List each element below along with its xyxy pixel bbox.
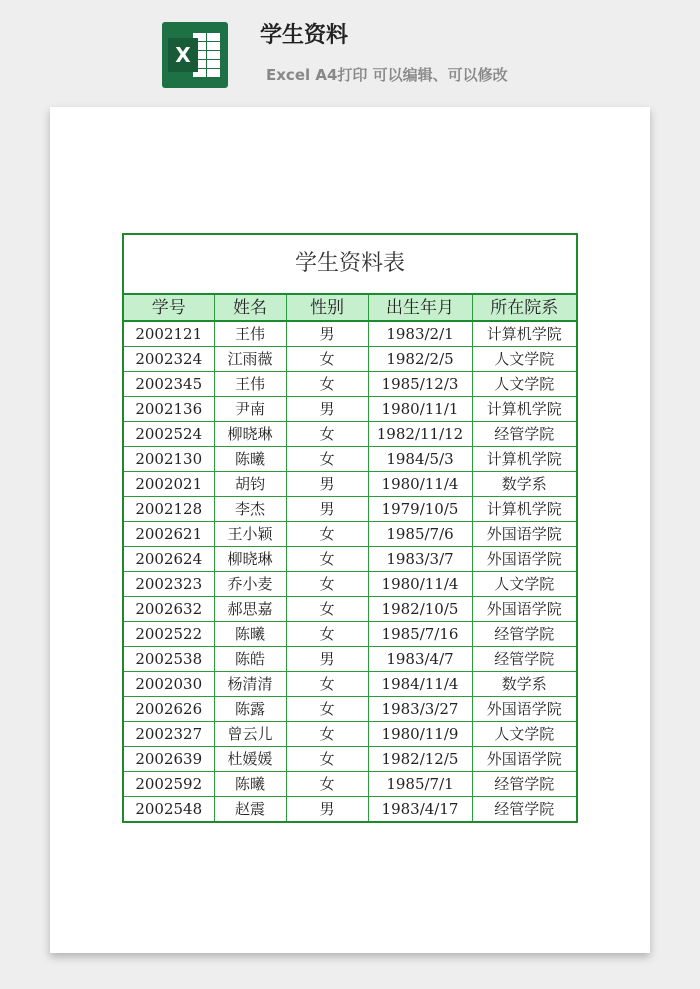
birthdate-cell: 1983/2/1 <box>368 321 472 347</box>
gender-cell: 女 <box>286 372 368 397</box>
student-id-cell: 2002522 <box>124 622 214 647</box>
department-cell: 数学系 <box>472 472 576 497</box>
birthdate-cell: 1985/12/3 <box>368 372 472 397</box>
gender-cell: 女 <box>286 747 368 772</box>
student-name-cell: 江雨薇 <box>214 347 286 372</box>
student-id-cell: 2002632 <box>124 597 214 622</box>
column-header-gender: 性别 <box>286 295 368 321</box>
student-id-cell: 2002324 <box>124 347 214 372</box>
student-name-cell: 王伟 <box>214 321 286 347</box>
excel-icon <box>162 22 228 88</box>
table-row <box>124 647 576 672</box>
gender-cell: 女 <box>286 722 368 747</box>
student-name-cell: 陈露 <box>214 697 286 722</box>
birthdate-cell: 1980/11/4 <box>368 472 472 497</box>
department-cell: 外国语学院 <box>472 547 576 572</box>
student-name-cell: 王小颖 <box>214 522 286 547</box>
column-header-department: 所在院系 <box>472 295 576 321</box>
department-cell: 外国语学院 <box>472 697 576 722</box>
birthdate-cell: 1983/3/27 <box>368 697 472 722</box>
gender-cell: 女 <box>286 672 368 697</box>
birthdate-cell: 1982/12/5 <box>368 747 472 772</box>
student-sheet <box>122 233 578 823</box>
page-header <box>0 0 700 100</box>
gender-cell: 女 <box>286 572 368 597</box>
table-row <box>124 622 576 647</box>
student-name-cell: 王伟 <box>214 372 286 397</box>
student-id-cell: 2002639 <box>124 747 214 772</box>
birthdate-cell: 1984/11/4 <box>368 672 472 697</box>
table-row <box>124 747 576 772</box>
student-name-cell: 陈曦 <box>214 772 286 797</box>
sheet-title: 学生资料表 <box>124 235 576 295</box>
table-header-row <box>124 295 576 321</box>
student-name-cell: 柳晓琳 <box>214 547 286 572</box>
document-title: 学生资料 <box>260 23 349 48</box>
student-id-cell: 2002624 <box>124 547 214 572</box>
gender-cell: 女 <box>286 422 368 447</box>
column-header-birthdate: 出生年月 <box>368 295 472 321</box>
birthdate-cell: 1980/11/4 <box>368 572 472 597</box>
student-name-cell: 杨清清 <box>214 672 286 697</box>
student-id-cell: 2002030 <box>124 672 214 697</box>
birthdate-cell: 1985/7/6 <box>368 522 472 547</box>
birthdate-cell: 1984/5/3 <box>368 447 472 472</box>
student-id-cell: 2002592 <box>124 772 214 797</box>
student-id-cell: 2002128 <box>124 497 214 522</box>
gender-cell: 男 <box>286 321 368 347</box>
table-row <box>124 722 576 747</box>
student-name-cell: 胡钧 <box>214 472 286 497</box>
table-row <box>124 797 576 822</box>
birthdate-cell: 1982/2/5 <box>368 347 472 372</box>
gender-cell: 女 <box>286 697 368 722</box>
department-cell: 人文学院 <box>472 347 576 372</box>
student-name-cell: 杜媛媛 <box>214 747 286 772</box>
gender-cell: 女 <box>286 347 368 372</box>
birthdate-cell: 1985/7/16 <box>368 622 472 647</box>
student-id-cell: 2002327 <box>124 722 214 747</box>
table-row <box>124 547 576 572</box>
table-row <box>124 321 576 347</box>
gender-cell: 男 <box>286 647 368 672</box>
student-table <box>124 295 576 821</box>
gender-cell: 女 <box>286 547 368 572</box>
student-id-cell: 2002524 <box>124 422 214 447</box>
student-name-cell: 陈皓 <box>214 647 286 672</box>
birthdate-cell: 1980/11/1 <box>368 397 472 422</box>
gender-cell: 男 <box>286 472 368 497</box>
table-row <box>124 372 576 397</box>
student-id-cell: 2002121 <box>124 321 214 347</box>
student-id-cell: 2002548 <box>124 797 214 822</box>
table-row <box>124 447 576 472</box>
birthdate-cell: 1980/11/9 <box>368 722 472 747</box>
column-header-name: 姓名 <box>214 295 286 321</box>
department-cell: 人文学院 <box>472 722 576 747</box>
birthdate-cell: 1983/4/17 <box>368 797 472 822</box>
excel-badge: X <box>168 38 198 72</box>
student-name-cell: 曾云儿 <box>214 722 286 747</box>
gender-cell: 女 <box>286 597 368 622</box>
department-cell: 经管学院 <box>472 797 576 822</box>
table-body <box>124 321 576 821</box>
table-row <box>124 472 576 497</box>
student-id-cell: 2002021 <box>124 472 214 497</box>
student-name-cell: 陈曦 <box>214 447 286 472</box>
department-cell: 经管学院 <box>472 622 576 647</box>
table-row <box>124 522 576 547</box>
birthdate-cell: 1982/10/5 <box>368 597 472 622</box>
table-row <box>124 497 576 522</box>
student-name-cell: 尹南 <box>214 397 286 422</box>
birthdate-cell: 1982/11/12 <box>368 422 472 447</box>
birthdate-cell: 1979/10/5 <box>368 497 472 522</box>
department-cell: 计算机学院 <box>472 497 576 522</box>
gender-cell: 男 <box>286 497 368 522</box>
student-id-cell: 2002130 <box>124 447 214 472</box>
department-cell: 人文学院 <box>472 572 576 597</box>
column-header-id: 学号 <box>124 295 214 321</box>
student-id-cell: 2002323 <box>124 572 214 597</box>
student-name-cell: 李杰 <box>214 497 286 522</box>
department-cell: 外国语学院 <box>472 597 576 622</box>
gender-cell: 女 <box>286 772 368 797</box>
table-row <box>124 697 576 722</box>
table-row <box>124 597 576 622</box>
student-name-cell: 赵震 <box>214 797 286 822</box>
gender-cell: 女 <box>286 622 368 647</box>
student-id-cell: 2002345 <box>124 372 214 397</box>
department-cell: 外国语学院 <box>472 522 576 547</box>
birthdate-cell: 1985/7/1 <box>368 772 472 797</box>
department-cell: 数学系 <box>472 672 576 697</box>
table-row <box>124 772 576 797</box>
gender-cell: 女 <box>286 447 368 472</box>
gender-cell: 女 <box>286 522 368 547</box>
birthdate-cell: 1983/4/7 <box>368 647 472 672</box>
department-cell: 人文学院 <box>472 372 576 397</box>
department-cell: 经管学院 <box>472 422 576 447</box>
gender-cell: 男 <box>286 797 368 822</box>
student-name-cell: 乔小麦 <box>214 572 286 597</box>
gender-cell: 男 <box>286 397 368 422</box>
department-cell: 计算机学院 <box>472 397 576 422</box>
student-id-cell: 2002538 <box>124 647 214 672</box>
student-id-cell: 2002621 <box>124 522 214 547</box>
student-id-cell: 2002626 <box>124 697 214 722</box>
department-cell: 经管学院 <box>472 647 576 672</box>
department-cell: 经管学院 <box>472 772 576 797</box>
table-row <box>124 572 576 597</box>
department-cell: 计算机学院 <box>472 447 576 472</box>
birthdate-cell: 1983/3/7 <box>368 547 472 572</box>
table-row <box>124 672 576 697</box>
student-name-cell: 郝思嘉 <box>214 597 286 622</box>
document-subtitle: Excel A4打印 可以编辑、可以修改 <box>266 66 508 84</box>
student-name-cell: 陈曦 <box>214 622 286 647</box>
table-row <box>124 347 576 372</box>
table-row <box>124 422 576 447</box>
student-id-cell: 2002136 <box>124 397 214 422</box>
student-name-cell: 柳晓琳 <box>214 422 286 447</box>
table-row <box>124 397 576 422</box>
department-cell: 计算机学院 <box>472 321 576 347</box>
department-cell: 外国语学院 <box>472 747 576 772</box>
